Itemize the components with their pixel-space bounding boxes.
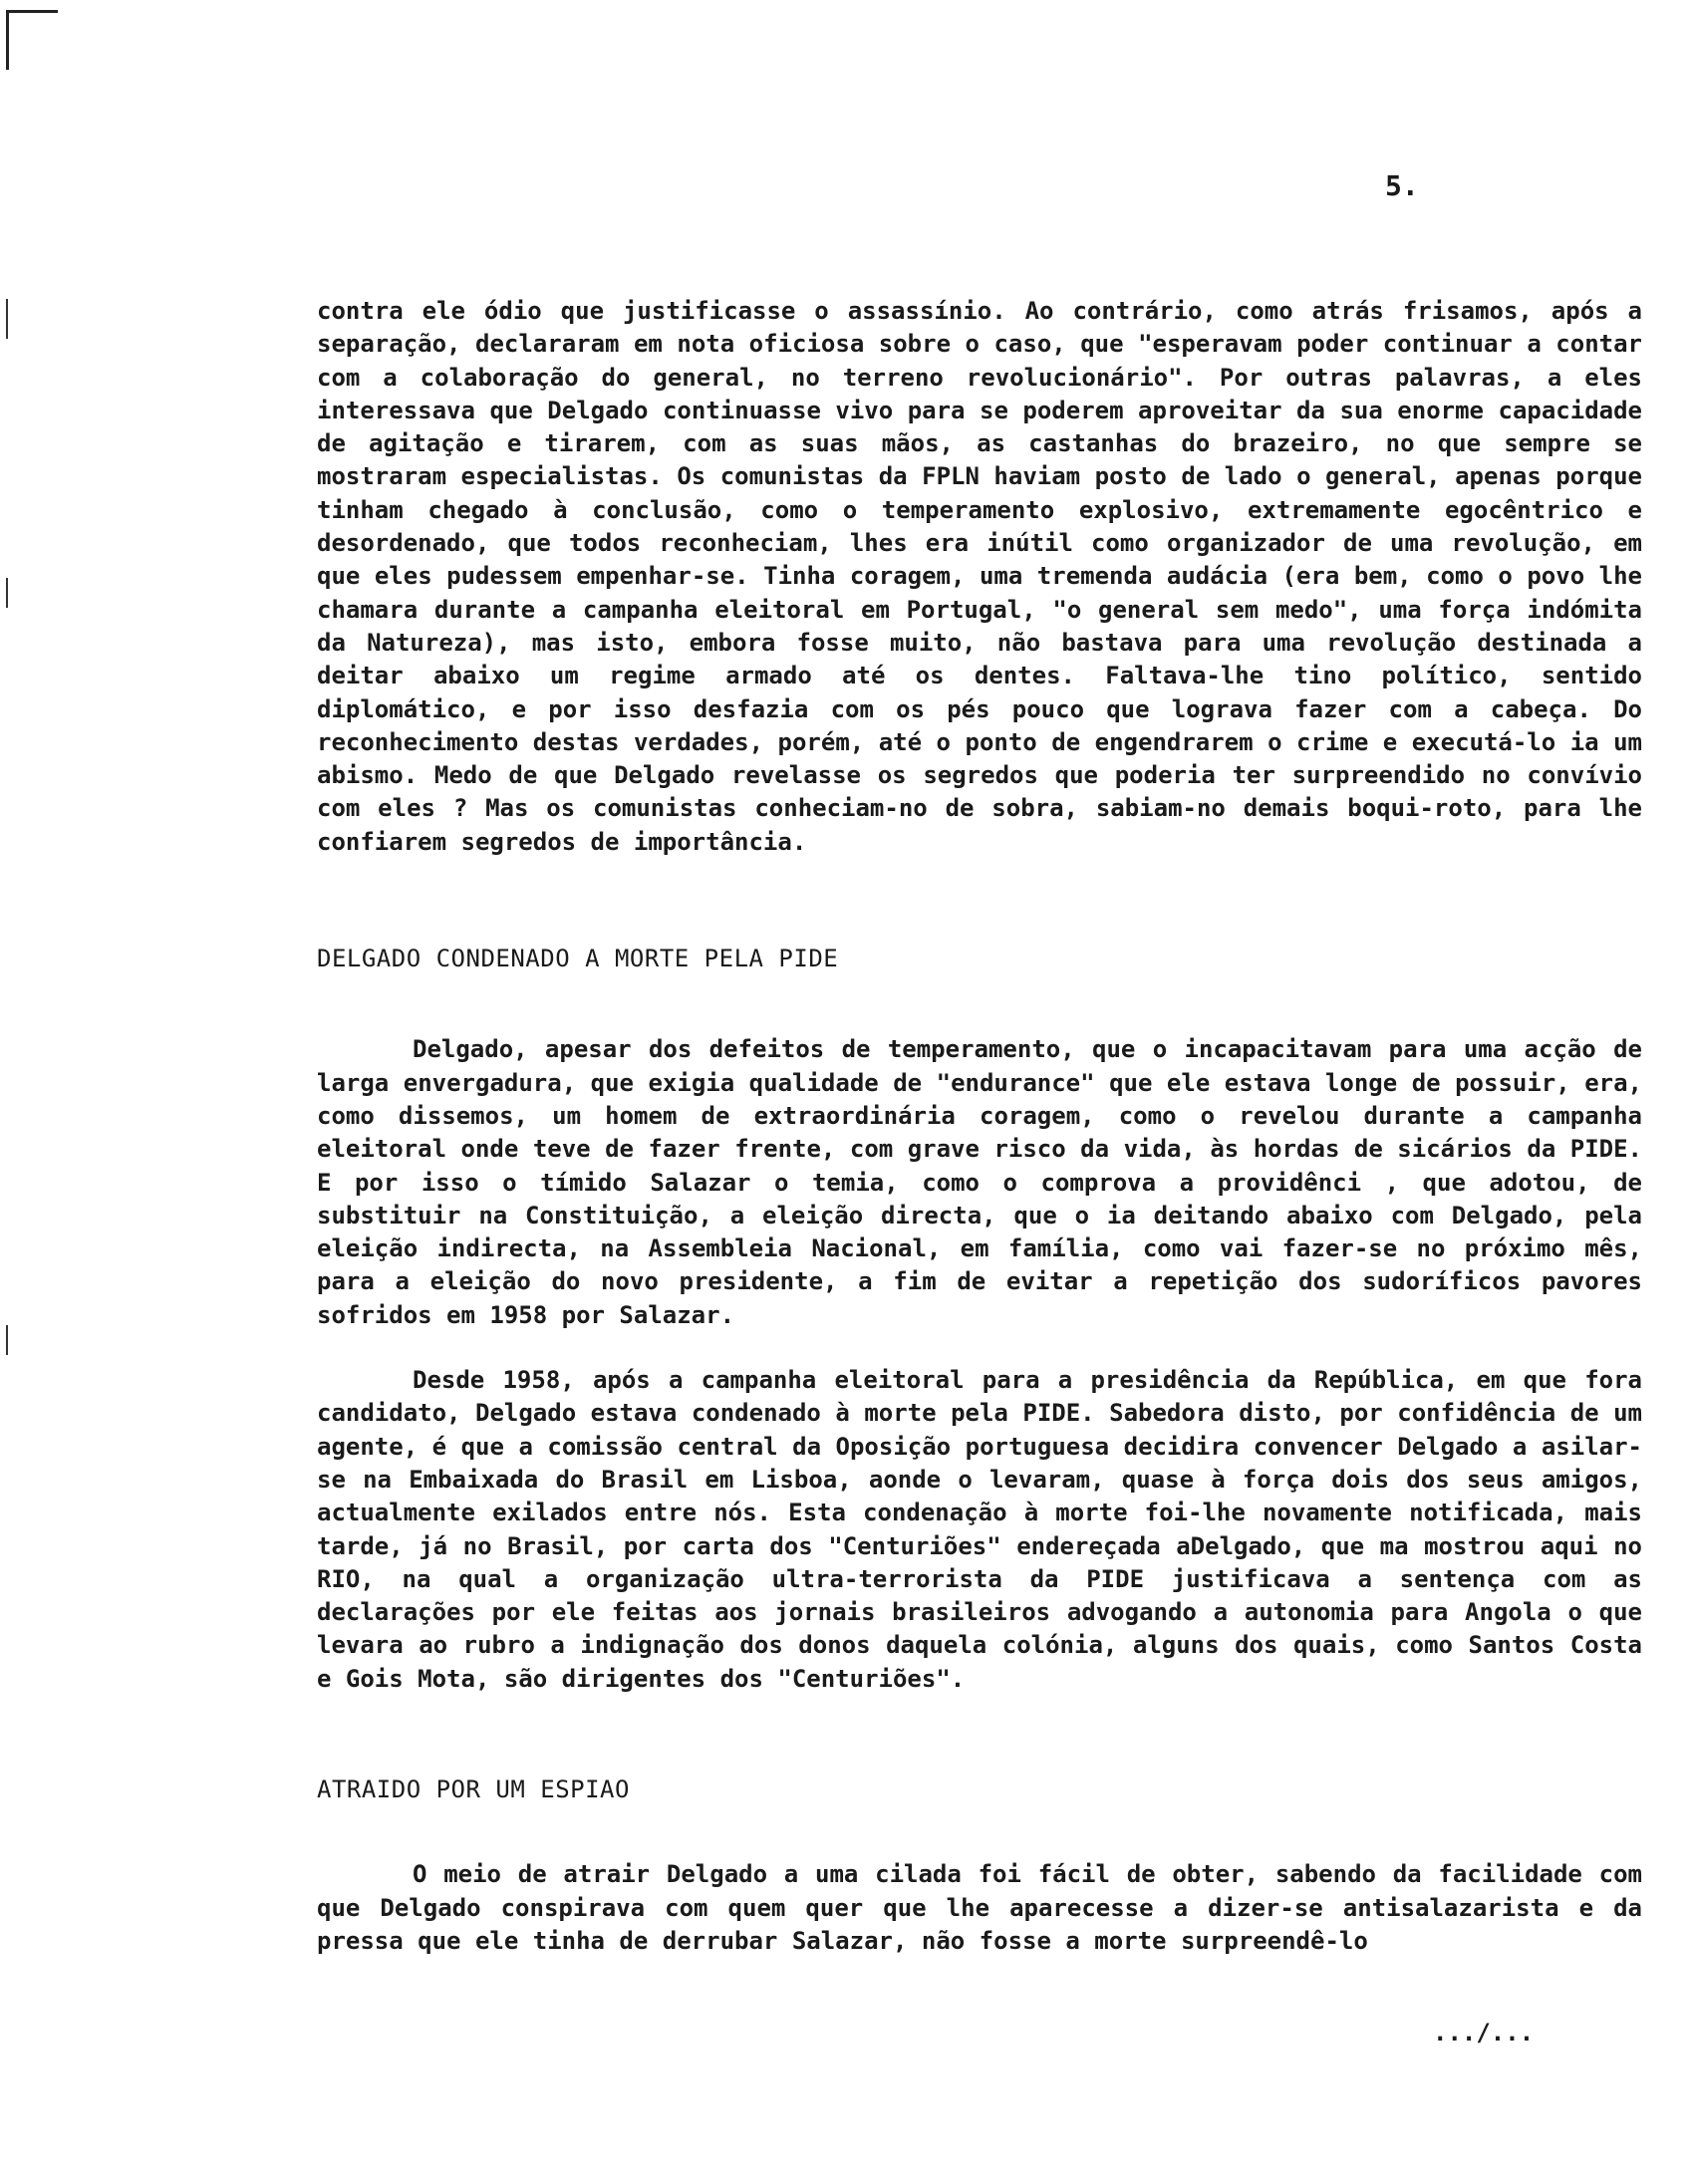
paragraph-3: Desde 1958, após a campanha eleitoral para a presidência da República, em que fora candidato, Delgado estava condenado à morte pela PIDE. Sabedora disto, por confidência de um agente, é que a comissão central da Oposição portuguesa decidira convencer Delgado a asilar-se na Embaixada do Brasil em Lisboa, aonde o levaram, quase à força dois dos seus amigos, actualmente exilados entre nós. Esta condenação à morte foi-lhe novamente notificada, mais tarde, já no Brasil, por carta dos "Centuriões" endereçada aDelgado, que ma mostrou aqui no RIO, na qual a organização ultra-terrorista da PIDE justificava a sentença com as declarações por ele feitas aos jornais brasileiros advogando a autonomia para Angola o que levara ao rubro a indignação dos donos daquela colónia, alguns dos quais, como Santos Costa e Gois Mota, são dirigentes dos "Centuriões". <box>317 1366 1642 1693</box>
document-body <box>317 295 1642 1958</box>
left-edge-mark-3 <box>6 1325 8 1355</box>
page-corner-mark-vertical <box>6 10 9 70</box>
continuation-mark: .../... <box>1433 2019 1535 2047</box>
page-corner-mark-horizontal <box>6 10 58 13</box>
paragraph-2: Delgado, apesar dos defeitos de temperamento, que o incapacitavam para uma acção de larga envergadura, que exigia qualidade de "endurance" que ele estava longe de possuir, era, como dissemos, um homem de extraordinária coragem, como o revelou durante a campanha eleitoral onde teve de fazer frente, com grave risco da vida, às hordas de sicários da PIDE. E por isso o tímido Salazar o temia, como o comprova a providênci , que adotou, de substituir na Constituição, a eleição directa, que o ia deitando abaixo com Delgado, pela eleição indirecta, na Assembleia Nacional, em família, como vai fazer-se no próximo mês, para a eleição do novo presidente, a fim de evitar a repetição dos sudoríficos pavores sofridos em 1958 por Salazar. <box>317 1035 1642 1329</box>
left-edge-mark-2 <box>6 578 8 608</box>
paragraph-1: contra ele ódio que justificasse o assassínio. Ao contrário, como atrás frisamos, após a separação, declararam em nota oficiosa sobre o caso, que "esperavam poder continuar a contar com a colaboração do general, no terreno revolucionário". Por outras palavras, a eles interessava que Delgado continuasse vivo para se poderem aproveitar da sua enorme capacidade de agitação e tirarem, com as suas mãos, as castanhas do brazeiro, no que sempre se mostraram especialistas. Os comunistas da FPLN haviam posto de lado o general, apenas porque tinham chegado à conclusão, como o temperamento explosivo, extremamente egocêntrico e desordenado, que todos reconheciam, lhes era inútil como organizador de uma revolução, em que eles pudessem empenhar-se. Tinha coragem, uma tremenda audácia (era bem, como o povo lhe chamara durante a campanha eleitoral em Portugal, "o general sem medo", uma força indómita da Natureza), mas isto, embora fosse muito, não bastava para uma revolução destinada a deitar abaixo um regime armado até os dentes. Faltava-lhe tino político, sentido diplomático, e por isso desfazia com os pés pouco que lograva fazer com a cabeça. Do reconhecimento destas verdades, porém, até o ponto de engendrarem o crime e executá-lo ia um abismo. Medo de que Delgado revelasse os segredos que poderia ter surpreendido no convívio com eles ? Mas os comunistas conheciam-no de sobra, sabiam-no demais boqui-roto, para lhe confiarem segredos de importância. <box>317 297 1642 856</box>
section-heading-atraido: ATRAIDO POR UM ESPIAO <box>317 1774 630 1803</box>
section-heading-delgado-condenado: DELGADO CONDENADO A MORTE PELA PIDE <box>317 945 839 973</box>
paragraph-4: O meio de atrair Delgado a uma cilada foi fácil de obter, sabendo da facilidade com que Delgado conspirava com quem quer que lhe aparecesse a dizer-se antisalazarista e da pressa que ele tinha de derrubar Salazar, não fosse a morte surpreendê-lo <box>317 1860 1642 1955</box>
page-number: 5. <box>1385 169 1419 202</box>
left-edge-mark-1 <box>6 299 8 339</box>
